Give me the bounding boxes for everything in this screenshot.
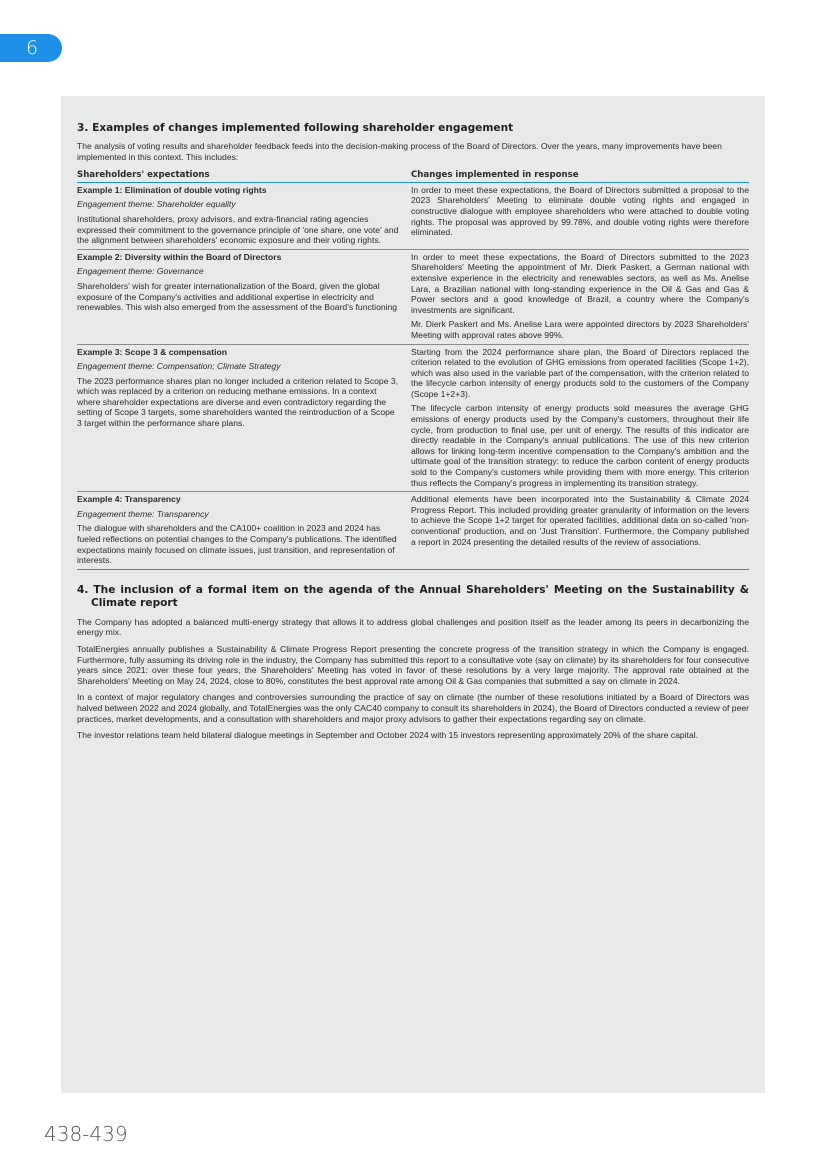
example-title: Example 4: Transparency bbox=[77, 494, 181, 505]
content-body bbox=[77, 122, 749, 741]
engagement-theme: Engagement theme: Governance bbox=[77, 266, 204, 277]
response-text: In order to meet these expectations, the Board of Directors submitted to the 2023 Shareholders' Meeting the appointment of Mr. Dierk Paskert, a German national with extensive experience in the electricity and renewables sectors, as well as Ms. Anelise Lara, a Brazilian national with long-standing experience in the Oil & Gas and Gas & Power sectors and a good knowledge of Brazil, a country where the Company's investments are significant. bbox=[411, 251, 749, 315]
table-row bbox=[77, 492, 749, 570]
col-header-expectations: Shareholders' expectations bbox=[77, 170, 411, 182]
engagement-theme: Engagement theme: Compensation; Climate Strategy bbox=[77, 361, 281, 372]
example-title: Example 3: Scope 3 & compensation bbox=[77, 346, 227, 357]
section4-paragraph: TotalEnergies annually publishes a Sustainability & Climate Progress Report presenting the concrete progress of the transition strategy in which the Company is engaged. Furthermore, fully assuming its driving role in the industry, the Company has submitted this report to a consultative vote (say on climate) by its shareholders for four consecutive years since 2021: over these four years, the Shareholders' Meeting has voted in favor of these resolutions by a very large majority. The approval rate obtained at the Shareholders' Meeting on May 24, 2024, close to 80%, constitutes the best approval rate among Oil & Gas companies that submitted a say on climate in 2024. bbox=[77, 643, 749, 686]
response-cell bbox=[411, 249, 749, 344]
page-number-tab: 6 bbox=[0, 34, 62, 62]
expectation-cell bbox=[77, 492, 411, 570]
expectation-cell bbox=[77, 344, 411, 492]
response-text: In order to meet these expectations, the Board of Directors submitted a proposal to the 2023 Shareholders' Meeting to eliminate double voting rights and engaged in constructive dialogue with employee shareholders who were attached to double voting rights. The proposal was approved by 99.78%, and double voting rights were therefore eliminated. bbox=[411, 184, 749, 238]
response-text: Mr. Dierk Paskert and Ms. Anelise Lara were appointed directors by 2023 Shareholders' Meeting with approval rates above 99%. bbox=[411, 319, 749, 340]
expectation-text: The dialogue with shareholders and the CA100+ coalition in 2023 and 2024 has fueled reflections on potential changes to the Company's publications. The identified expectations mainly focused on climate issues, just transition, and representation of interests. bbox=[77, 523, 397, 566]
response-cell bbox=[411, 492, 749, 570]
expectation-text: Institutional shareholders, proxy advisors, and extra-financial rating agencies expressed their commitment to the governance principle of 'one share, one vote' and the alignment between shareholders' economic exposure and their voting rights. bbox=[77, 213, 399, 246]
response-cell bbox=[411, 344, 749, 492]
col-header-changes: Changes implemented in response bbox=[411, 170, 749, 182]
expectation-text: The 2023 performance shares plan no longer included a criterion related to Scope 3, which was replaced by a criterion on reducing methane emissions. In a context where shareholder expectations are diverse and even contradictory regarding the setting of Scope 3 targets, some shareholders wanted the reintroduction of a Scope 3 target within the performance share plans. bbox=[77, 375, 399, 429]
example-title: Example 2: Diversity within the Board of Directors bbox=[77, 251, 282, 262]
table-row bbox=[77, 249, 749, 344]
section3-heading: 3. Examples of changes implemented following shareholder engagement bbox=[77, 122, 514, 134]
expectation-cell bbox=[77, 249, 411, 344]
engagement-theme: Engagement theme: Transparency bbox=[77, 508, 209, 519]
expectation-cell bbox=[77, 182, 411, 249]
table-row bbox=[77, 344, 749, 492]
table-header-row bbox=[77, 170, 749, 182]
section4-paragraph: In a context of major regulatory changes and controversies surrounding the practice of say on climate (the number of these resolutions initiated by a Board of Directors was halved between 2022 and 2024 globally, and TotalEnergies was the only CAC40 company to consult its shareholders in 2024), the Board of Directors conducted a review of peer practices, market developments, and a consultation with shareholders and major proxy advisors to gather their expectations regarding say on climate. bbox=[77, 692, 749, 724]
section4-heading: 4. The inclusion of a formal item on the agenda of the Annual Shareholders' Meeting on the Sustainability & Climate report bbox=[77, 583, 749, 609]
page-range-footer: 438-439 bbox=[44, 1122, 128, 1146]
section4 bbox=[77, 584, 749, 741]
response-text: The lifecycle carbon intensity of energy products sold measures the average GHG emissions of energy products used by the Company's customers, throughout their life cycle, from production to final use, per unit of energy. The results of this indicator are directly readable in the Company's annual publications. The use of this new criterion allows for linking long-term incentive compensation to the Company's ambition and the ultimate goal of the transition strategy: to reduce the carbon content of energy products sold to the Company's customers while providing them with more energy. This criterion thus reflects the Company's progress in implementing its transition strategy. bbox=[411, 403, 749, 488]
response-text: Additional elements have been incorporated into the Sustainability & Climate 2024 Progress Report. This included providing greater granularity of information on the levers to achieve the Scope 1+2 target for operated facilities, additional data on so-called 'non-conventional' production, and on 'Just Transition'. Furthermore, the Company published a report in 2024 presenting the detailed results of the review of associations. bbox=[411, 494, 749, 547]
example-title: Example 1: Elimination of double voting rights bbox=[77, 184, 267, 195]
response-cell bbox=[411, 182, 749, 249]
expectation-text: Shareholders' wish for greater internationalization of the Board, given the global exposure of the Company's activities and additional expertise in electricity and renewables. This wish also emerged from the assessment of the Board's functioning bbox=[77, 280, 398, 313]
engagement-table bbox=[77, 170, 749, 570]
response-text: Starting from the 2024 performance share plan, the Board of Directors replaced the criterion related to the evolution of GHG emissions from operated facilities (Scope 1+2), which was also used in the variable part of the compensation, with the criterion related to the lifecycle carbon intensity of energy products sold to the customers of the Company (Scope 1+2+3). bbox=[411, 346, 749, 399]
section4-paragraph: The investor relations team held bilateral dialogue meetings in September and October 2024 with 15 investors representing approximately 20% of the share capital. bbox=[77, 730, 699, 741]
content-panel bbox=[61, 96, 765, 1093]
engagement-theme: Engagement theme: Shareholder equality bbox=[77, 199, 236, 210]
section4-paragraph: The Company has adopted a balanced multi-energy strategy that allows it to address global challenges and position itself as the leader among its peers in decarbonizing the energy mix. bbox=[77, 616, 749, 638]
table-row bbox=[77, 182, 749, 249]
section3-intro: The analysis of voting results and shareholder feedback feeds into the decision-making process of the Board of Directors. Over the years, many improvements have been implemented in this context. This includes: bbox=[77, 141, 722, 162]
